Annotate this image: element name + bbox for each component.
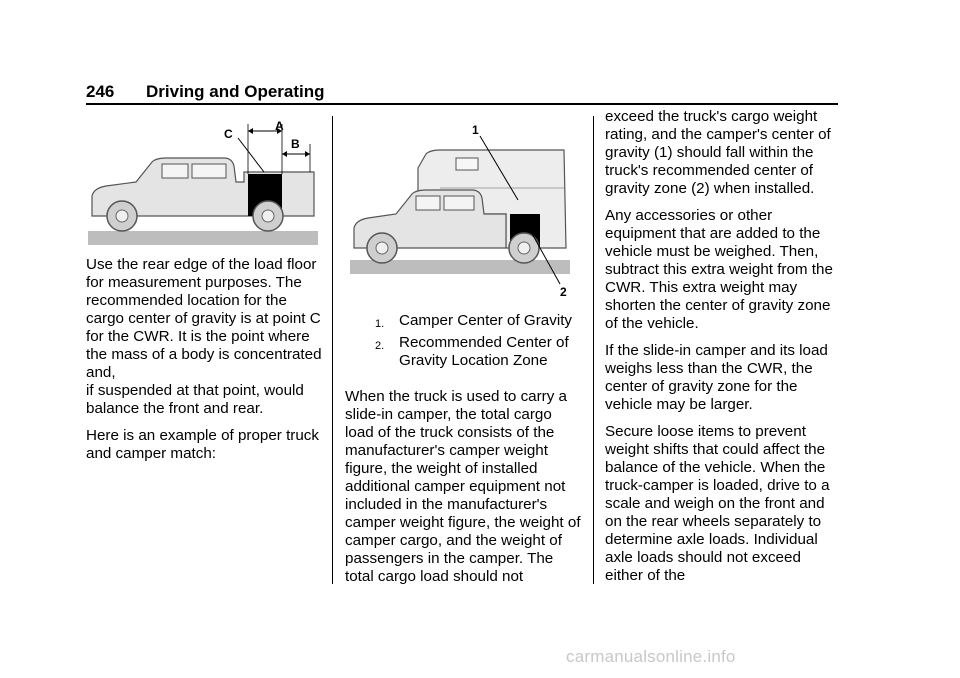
legend-number: 1. [375,318,385,330]
label-a: A [275,119,284,133]
camper-window [456,158,478,170]
paragraph: Secure loose items to prevent weight shifts that could affect the balance of the vehicle. When the truck-camper is loaded, drive to a scale and weigh on the front and on the rear wheels separately to determine axle loads. Individual axle loads should not exceed either of the [605,423,830,584]
legend-item [375,334,585,370]
paragraph-text: Use the rear edge of the load floor for measurement purposes. The recommended location for the cargo center of gravity is at point C for the CWR. It is the point where the mass of a body is concentrated and, [86,256,322,381]
page-number: 246 [86,82,115,101]
column-divider [593,116,594,584]
paragraph: Here is an example of proper truck and camper match: [86,427,319,462]
column-2 [345,388,583,595]
legend-item [375,312,585,330]
figure-legend [375,312,585,374]
label-1: 1 [472,123,479,137]
legend-text: Recommended Center of Gravity Location Zone [399,334,569,369]
truck-camper-illustration [346,118,576,298]
legend-number: 2. [375,340,385,352]
truck-window [162,164,188,178]
rear-hub [262,210,274,222]
paragraph: exceed the truck's cargo weight rating, and the camper's center of gravity (1) should fall within the truck's recommended center of gravity zone (2) when installed. [605,108,831,197]
front-hub [116,210,128,222]
ground-strip [88,231,318,245]
truck-measurement-illustration [86,116,320,248]
column-1 [86,256,326,472]
paragraph: Any accessories or other equipment that are added to the vehicle must be weighed. Then, subtract this extra weight from the CWR. This extra weight may shorten the center of gravity zone of the vehicle. [605,207,833,332]
page-header [86,82,838,104]
watermark: carmanualsonline.info [566,647,736,666]
truck-window [192,164,226,178]
paragraph [86,256,326,418]
column-divider [332,116,333,584]
label-c: C [224,127,233,141]
rear-hub [518,242,530,254]
truck-window [444,196,474,210]
label-b: B [291,137,300,151]
paragraph-text: if suspended at that point, would balance the front and rear. [86,382,304,417]
legend-text: Camper Center of Gravity [399,312,573,329]
label-2: 2 [560,285,567,298]
column-3 [605,108,841,594]
truck-window [416,196,440,210]
header-rule [86,103,838,105]
paragraph: When the truck is used to carry a slide-in camper, the total cargo load of the truck consists of the manufacturer's camper weight figure, the weight of installed additional camper equipment not included in the manufacturer's camper weight figure, the weight of camper cargo, and the weight of passengers in the camper. The total cargo load should not [345,388,581,585]
section-title: Driving and Operating [146,82,325,101]
pointer-c [238,138,264,172]
front-hub [376,242,388,254]
paragraph: If the slide-in camper and its load weighs less than the CWR, the center of gravity zone for the vehicle may be larger. [605,342,828,413]
